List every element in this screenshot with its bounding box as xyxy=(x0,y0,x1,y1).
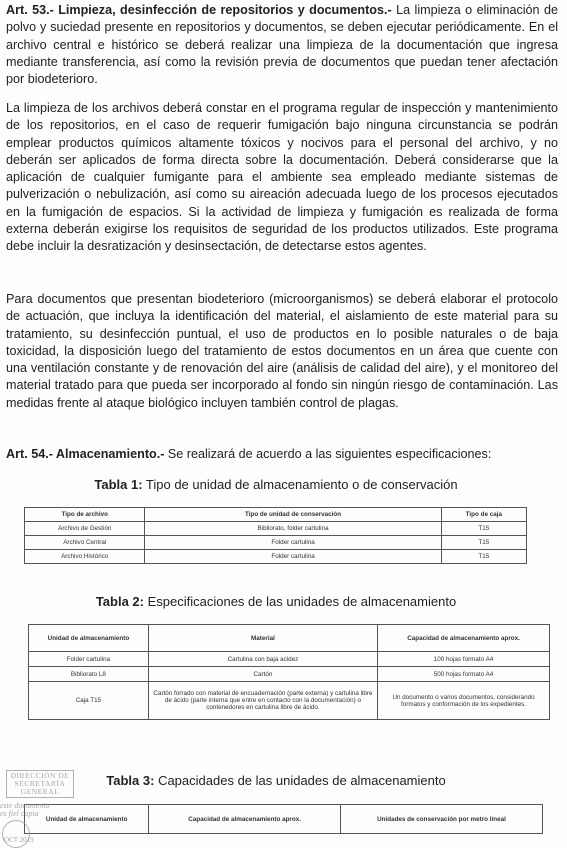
table-header-row xyxy=(25,805,543,834)
table-cell: T15 xyxy=(441,536,526,550)
table-row xyxy=(25,522,527,536)
table2 xyxy=(28,624,550,720)
table-header: Tipo de unidad de conservación xyxy=(145,508,441,522)
stamp-line: SECRETARÍA xyxy=(14,779,66,788)
official-stamp xyxy=(0,768,84,842)
table-cell: T15 xyxy=(441,550,526,564)
stamp-line: este documento xyxy=(0,801,50,810)
table-row xyxy=(25,550,527,564)
art53-paragraph-1 xyxy=(6,2,558,88)
table-row xyxy=(25,536,527,550)
table-cell: Cartulina con baja acidez xyxy=(148,652,377,667)
table1-caption-label: Tabla 1: xyxy=(94,477,143,492)
table-cell: 100 hojas formato A4 xyxy=(378,652,550,667)
table2-caption-text: Especificaciones de las unidades de almacenamiento xyxy=(143,594,457,609)
table-row xyxy=(29,682,550,720)
table-cell: Cartón forrado con material de encuadernación (parte externa) y cartulina libre de ácido (parte interna que entre en contacto con la documentación) o contenedores en cartulina libre de ácido. xyxy=(148,682,377,720)
table-cell: Archivo de Gestión xyxy=(25,522,145,536)
table3 xyxy=(24,804,543,834)
table2-caption xyxy=(0,594,552,609)
table1-caption xyxy=(0,477,552,492)
table-cell: Bibliorato L8 xyxy=(29,667,149,682)
table-cell: Bibliorato, folder cartulina xyxy=(145,522,441,536)
table-cell: T15 xyxy=(441,522,526,536)
table-cell: Caja T15 xyxy=(29,682,149,720)
table-header-row xyxy=(29,625,550,652)
art53-text-1: La limpieza o eliminación de polvo y suciedad presente en repositorios y documentos, se deben ejecutar periódicamente. En el archivo central e histórico se deberá realizar una limpieza de la documentación que ingresa mediante transferencia, así como la revisión previa de documentos que puedan tener afectación por biodeterioro. xyxy=(6,3,558,87)
table-header: Unidades de conservación por metro lineal xyxy=(340,805,542,834)
art53-paragraph-3: Para documentos que presentan biodeterioro (microorganismos) se deberá elaborar el protocolo de actuación, que incluya la identificación del material, el aislamiento de este material para su tratamiento, su desinfección puntual, el uso de productos en lo posible naturales o de baja toxicidad, la disposición luego del tratamiento de estos documentos en un área que cuente con una ventilación constante y de renovación del aire (análisis de calidad del aire), y el monitoreo del material tratado para que pueda ser incorporado al fondo sin ningún riesgo de contaminación. Las medidas frente al ataque biológico incluyen también control de plagas. xyxy=(6,292,558,410)
table-cell: Archivo Central xyxy=(25,536,145,550)
art54-heading: Art. 54.- Almacenamiento.- xyxy=(6,447,165,461)
table-header: Unidad de almacenamiento xyxy=(29,625,149,652)
stamp-box xyxy=(6,770,74,798)
table-cell: Un documento o varios documentos, considerando formatos y conformación de los expedientes. xyxy=(378,682,550,720)
table-header: Tipo de caja xyxy=(441,508,526,522)
table-cell: 500 hojas formato A4 xyxy=(378,667,550,682)
table-row xyxy=(29,652,550,667)
table-header: Tipo de archivo xyxy=(25,508,145,522)
art54-paragraph xyxy=(6,446,491,463)
table-cell: Folder cartulina xyxy=(145,536,441,550)
table-header: Capacidad de almacenamiento aprox. xyxy=(149,805,341,834)
table-header-row xyxy=(25,508,527,522)
table2-caption-label: Tabla 2: xyxy=(95,594,144,609)
table-cell: Folder cartulina xyxy=(145,550,441,564)
table1-caption-text: Tipo de unidad de almacenamiento o de conservación xyxy=(142,477,458,492)
table-cell: Folder cartulina xyxy=(29,652,149,667)
table-cell: Cartón xyxy=(148,667,377,682)
table-row xyxy=(29,667,550,682)
table-cell: Archivo Histórico xyxy=(25,550,145,564)
stamp-line: GENERAL xyxy=(20,787,60,796)
art53-heading: Art. 53.- Limpieza, desinfección de repositorios y documentos.- xyxy=(6,3,392,17)
table-header: Material xyxy=(148,625,377,652)
art53-paragraph-2: La limpieza de los archivos deberá constar en el programa regular de inspección y mantenimiento de los repositorios, en el caso de requerir fumigación bajo ninguna circunstancia se podrán emplear productos químicos altamente tóxicos y nocivos para el personal del archivo, y no deberán ser aplicados de forma directa sobre la documentación. Deberá considerarse que la aplicación de cualquier fumigante para el ambiente sea empleado mediante sistemas de pulverización o nebulización, así como su aireación adecuada luego de los procesos ejecutados en la fumigación de espacios. Si la actividad de limpieza y fumigación es realizada de forma externa deberán exigirse los requisitos de seguridad de los productos utilizados. Este programa debe incluir la desratización y desinsectación, de detectarse estos agentes. xyxy=(6,101,558,254)
stamp-date: OCT 2019 xyxy=(4,836,34,844)
table-header: Capacidad de almacenamiento aprox. xyxy=(378,625,550,652)
art54-text: Se realizará de acuerdo a las siguientes especificaciones: xyxy=(164,447,492,461)
table3-caption-label: Tabla 3: xyxy=(106,773,155,788)
table1 xyxy=(24,507,527,564)
stamp-signature xyxy=(0,802,50,818)
stamp-line: es fiel copia xyxy=(0,809,39,818)
table3-caption-text: Capacidades de las unidades de almacenamiento xyxy=(154,773,446,788)
stamp-line: DIRECCIÓN DE xyxy=(10,771,70,780)
table-header: Unidad de almacenamiento xyxy=(25,805,149,834)
